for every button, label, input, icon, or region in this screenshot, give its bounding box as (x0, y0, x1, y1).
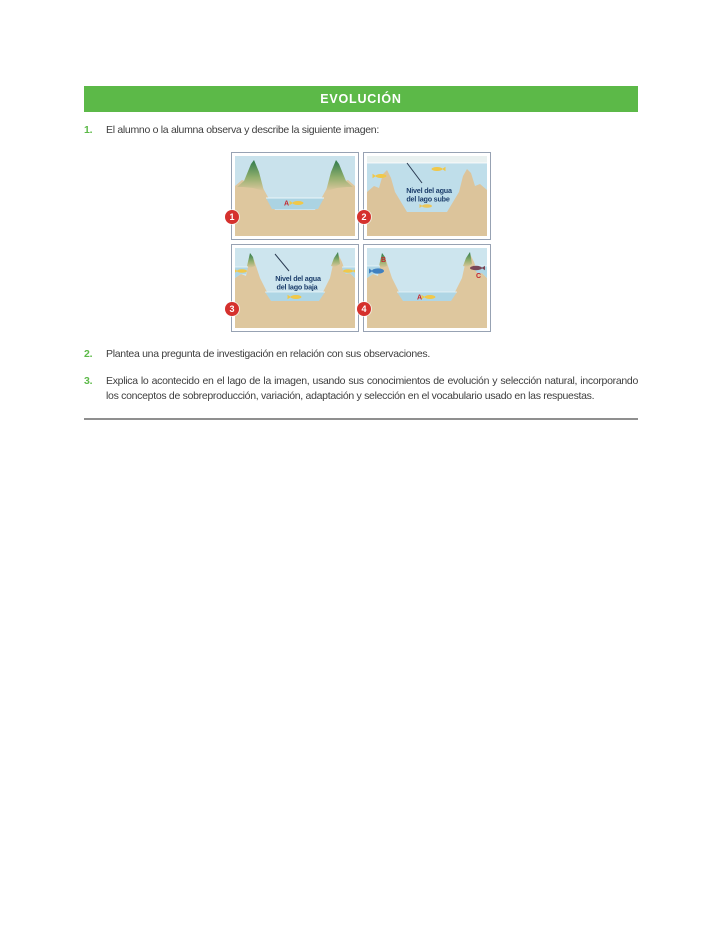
water-level-caption-line2: del lago sube (406, 194, 450, 204)
water-level-caption-line1: Nivel del agua (275, 273, 321, 283)
list-item-text: Plantea una pregunta de investigación en relación con sus observaciones. (106, 347, 430, 360)
lake-scene-2 (367, 156, 487, 236)
section-title: EVOLUCIÓN (320, 92, 402, 106)
list-item-3 (84, 374, 638, 406)
panel-number-badge: 1 (225, 210, 239, 224)
panel-number-badge: 3 (225, 302, 239, 316)
list-item-number: 1. (84, 124, 93, 136)
sky-strip (367, 156, 487, 163)
list-item-number: 2. (84, 347, 93, 360)
list-item-2 (84, 347, 638, 363)
fish-label-c: C (476, 272, 482, 280)
figure-panel-2 (363, 152, 491, 240)
fish-label-a: A (417, 294, 423, 302)
section-divider (84, 418, 638, 420)
lake-scene-3 (235, 248, 355, 328)
list-item-text: El alumno o la alumna observa y describe la siguiente imagen: (106, 124, 379, 136)
water-level-caption-line1: Nivel del agua (406, 185, 452, 195)
lake-scene-4 (367, 248, 487, 328)
lake-scene-1 (235, 156, 355, 236)
figure-panel-4 (363, 244, 491, 332)
list-item-number: 3. (84, 374, 93, 387)
list-item-text: Explica lo acontecido en el lago de la imagen, usando sus conocimientos de evolución y selección natural, incorporando los conceptos de sobreproducción, variación, adaptación y selección en el vocabulario usado en las respuestas. (106, 374, 638, 403)
lake-evolution-figure (231, 152, 491, 332)
water-level-caption-line2: del lago baja (276, 282, 318, 292)
figure-panel-1 (231, 152, 359, 240)
figure-panel-3 (231, 244, 359, 332)
list-item-1 (84, 123, 638, 139)
fish-label-b: B (381, 256, 387, 264)
worksheet-content (84, 86, 638, 420)
section-header-bar (84, 86, 638, 112)
panel-number-badge: 2 (357, 210, 371, 224)
panel-number-badge: 4 (357, 302, 371, 316)
fish-label-a: A (284, 200, 290, 208)
